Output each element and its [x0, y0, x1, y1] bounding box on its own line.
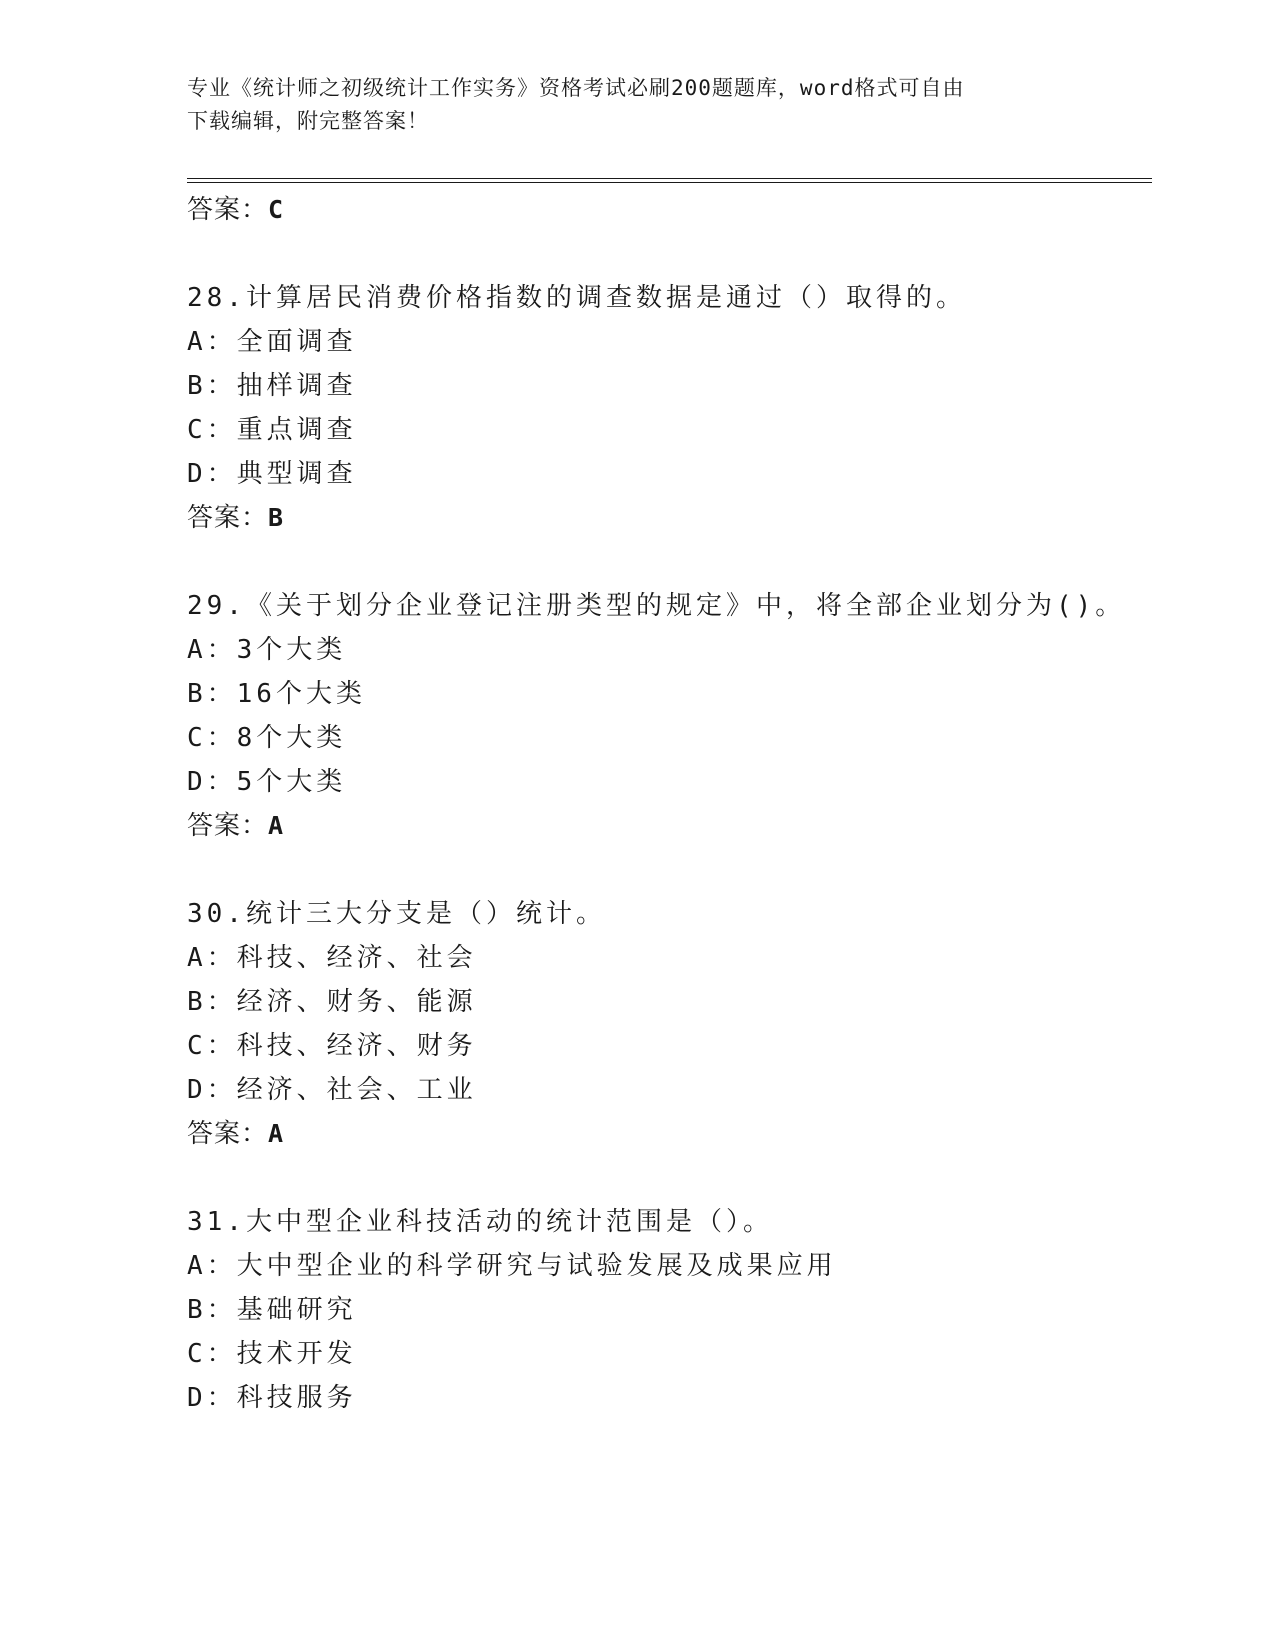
question-31-option-d: D：科技服务 — [187, 1383, 357, 1413]
question-29-option-d: D：5个大类 — [187, 767, 347, 797]
answer-label: 答案： — [187, 503, 269, 533]
answer-label: 答案： — [187, 195, 269, 225]
question-28-option-c: C：重点调查 — [187, 415, 357, 445]
question-31-option-c: C：技术开发 — [187, 1339, 357, 1369]
document-header — [187, 72, 1087, 138]
header-line-2: 下载编辑，附完整答案！ — [187, 109, 429, 133]
header-line-1: 专业《统计师之初级统计工作实务》资格考试必刷200题题库，word格式可自由 — [187, 76, 965, 100]
question-30-option-d: D：经济、社会、工业 — [187, 1075, 477, 1105]
question-29-option-c: C：8个大类 — [187, 723, 347, 753]
answer-value: A — [268, 1119, 285, 1148]
answer-label: 答案： — [187, 1119, 269, 1149]
answer-value: B — [268, 503, 285, 532]
question-30-option-a: A：科技、经济、社会 — [187, 943, 477, 973]
question-28-stem: 28.计算居民消费价格指数的调查数据是通过（）取得的。 — [187, 283, 966, 313]
answer-line-28 — [187, 502, 284, 534]
answer-label: 答案： — [187, 811, 269, 841]
question-29-option-b: B：16个大类 — [187, 679, 366, 709]
question-30-stem: 30.统计三大分支是（）统计。 — [187, 899, 606, 929]
answer-value: C — [268, 195, 285, 224]
answer-value: A — [268, 811, 285, 840]
question-28-option-d: D：典型调查 — [187, 459, 357, 489]
question-31-option-b: B：基础研究 — [187, 1295, 357, 1325]
header-divider-bottom — [187, 182, 1152, 183]
answer-line-27 — [187, 194, 284, 226]
header-divider-top — [187, 178, 1152, 179]
question-31-option-a: A：大中型企业的科学研究与试验发展及成果应用 — [187, 1251, 837, 1281]
question-28-option-b: B：抽样调查 — [187, 371, 357, 401]
answer-line-29 — [187, 810, 284, 842]
question-30-option-c: C：科技、经济、财务 — [187, 1031, 477, 1061]
question-29-stem: 29.《关于划分企业登记注册类型的规定》中，将全部企业划分为()。 — [187, 591, 1126, 621]
question-29-option-a: A：3个大类 — [187, 635, 347, 665]
question-31-stem: 31.大中型企业科技活动的统计范围是（）。 — [187, 1207, 773, 1237]
question-30-option-b: B：经济、财务、能源 — [187, 987, 477, 1017]
answer-line-30 — [187, 1118, 284, 1150]
question-28-option-a: A：全面调查 — [187, 327, 357, 357]
